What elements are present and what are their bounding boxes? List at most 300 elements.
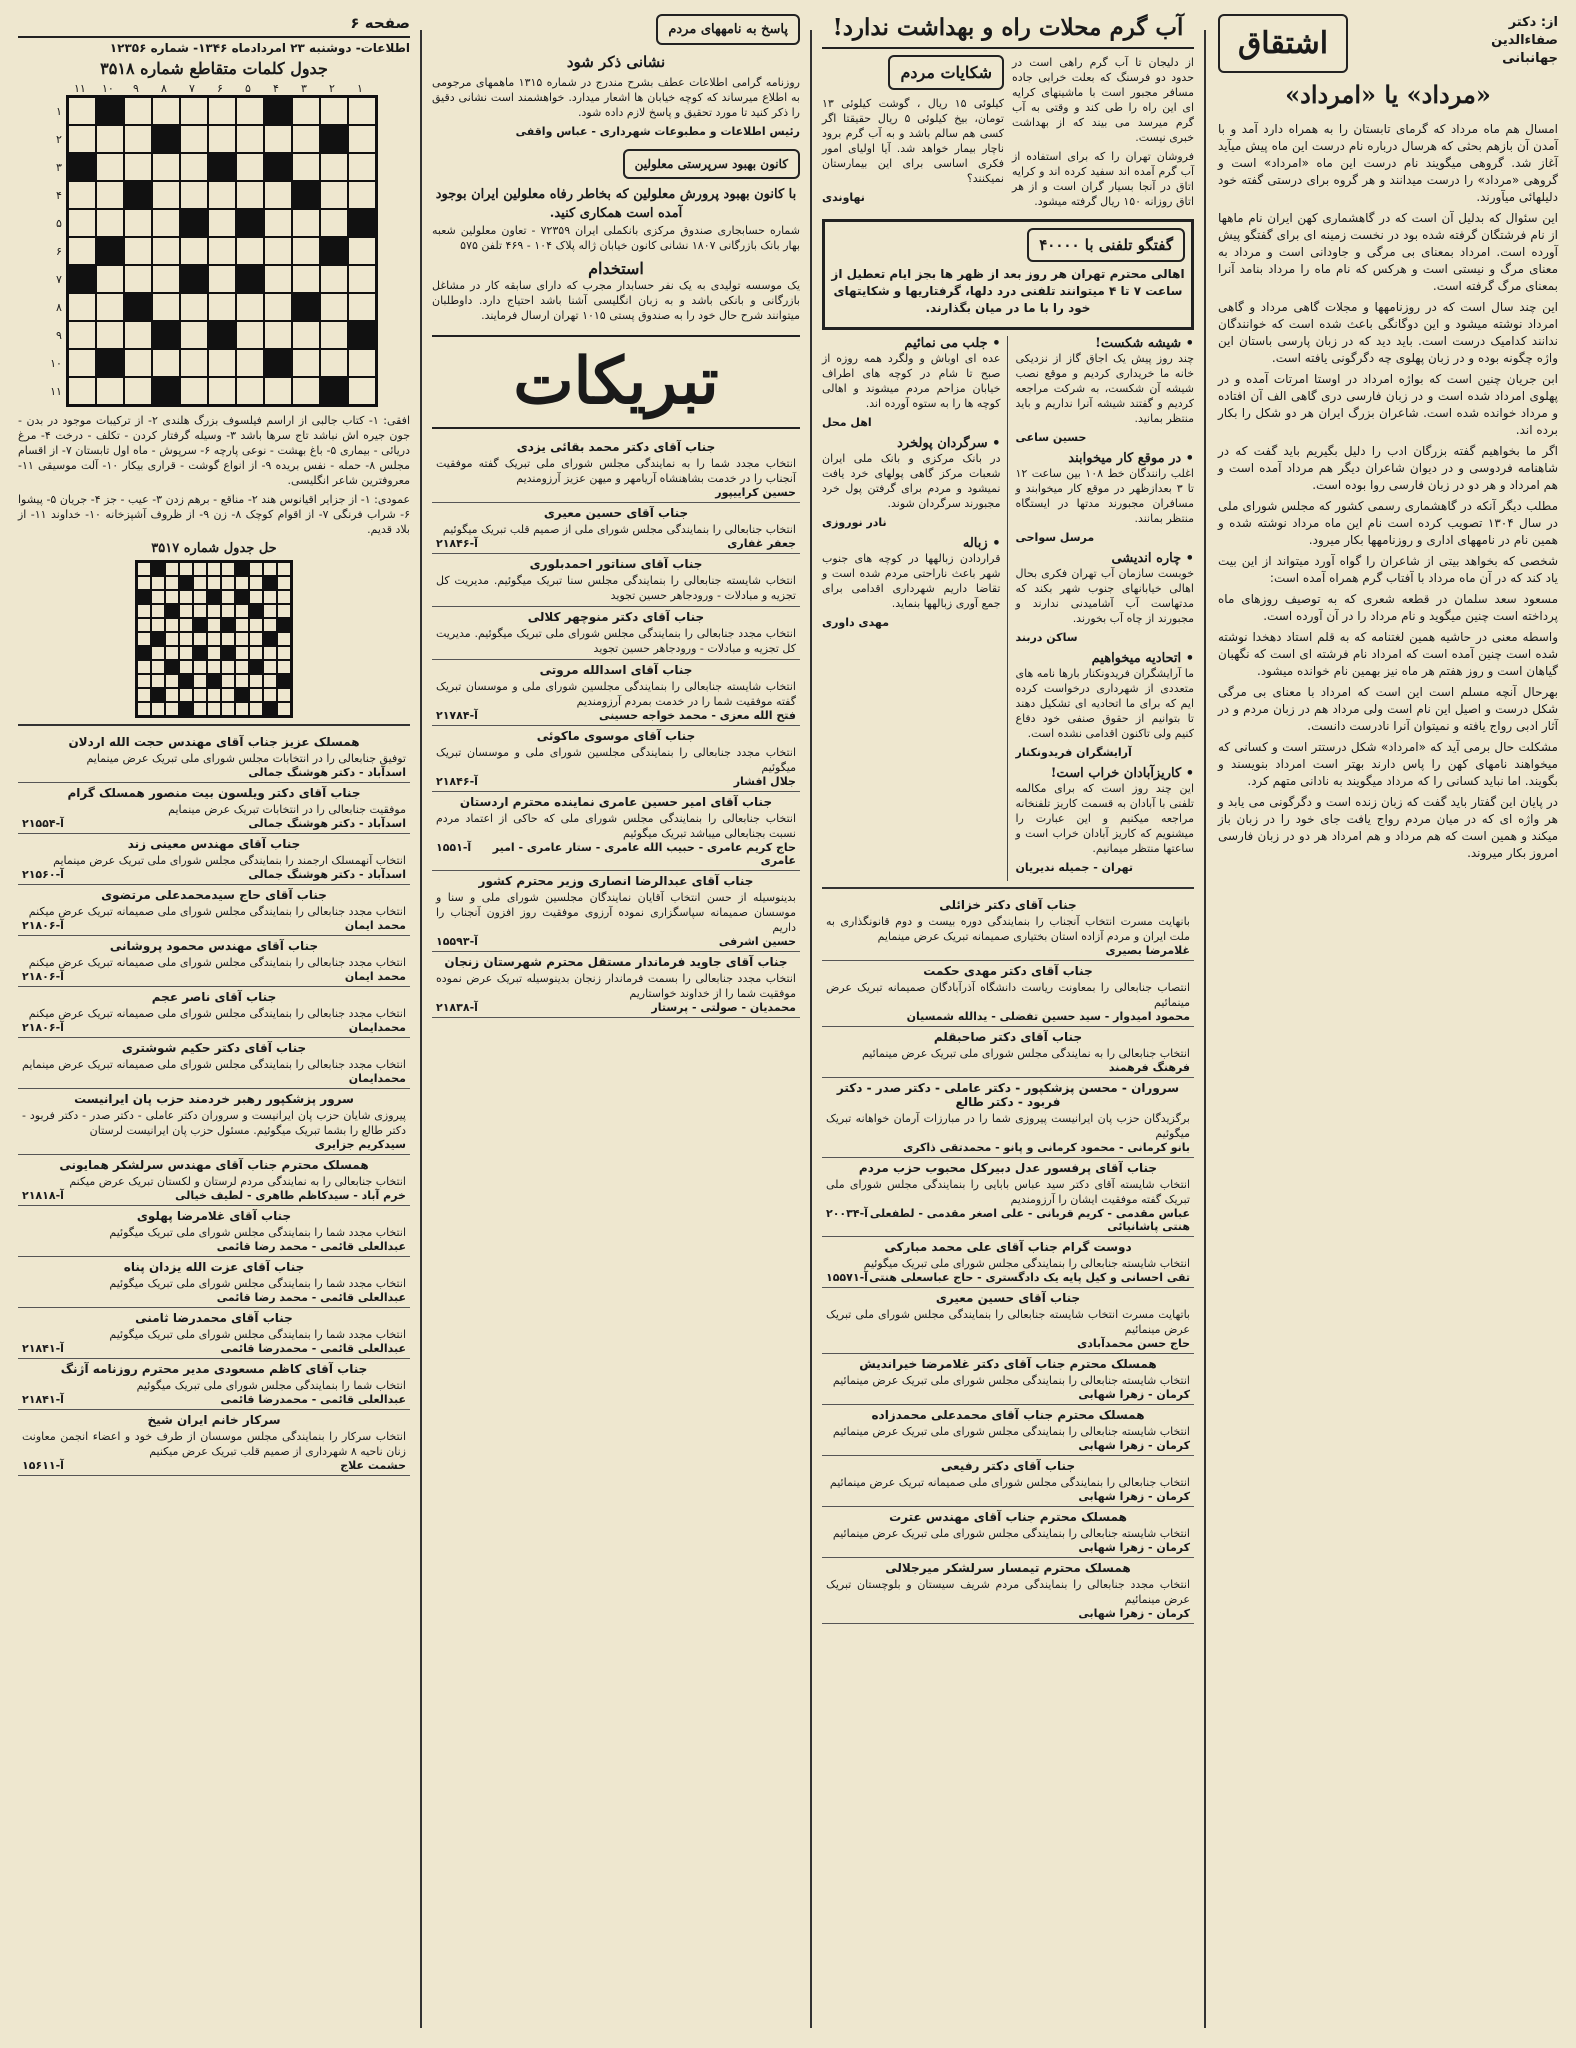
congrats-ad [18,1155,410,1206]
congrats-ad-signer: تقی احسانی و کیل پایه یک دادگستری - حاج عباسعلی هنتی [869,1271,1190,1284]
complaint-paragraph: از دلیجان تا آب گرم راهی است در حدود دو فرسنگ که بعلت خرابی جاده مسافر مجبور است با ماشینهای کرایه ای این راه را طی کند و وقتی به آب گرم میرسد می بیند که از بهداشت خبری نیست. [1012,56,1194,144]
congrats-ad-signer: عبدالعلی قائمی - محمد رضا قائمی [216,1240,406,1253]
crossword-cell[interactable] [292,377,320,405]
congrats-ad-signer: عبدالعلی قائمی - محمد رضا قائمی [216,1291,406,1304]
congrats-ad [18,1308,410,1359]
congrats-ad-footer [22,868,406,881]
solution-cell [207,646,221,660]
solution-cell [151,576,165,590]
solution-cell [249,660,263,674]
crossword-cell[interactable] [208,153,236,181]
solution-cell [165,576,179,590]
congrats-ad-text: انتخاب مجدد جنابعالی را بنمایندگی مردم شریف سیستان و بلوچستان تبریک عرض مینمائیم [826,1578,1190,1606]
kanoon-text: شماره حسابجاری صندوق مرکزی بانکملی ایران ۷۲۳۵۹ - تعاون معلولین شعبه بهار بانک بازرگانی ۱۸۰۷ نشانی کانون خیابان ژاله پلاک ۱۰۴ - ۴۶۹ تلفن ۵۷۵ [432,224,800,252]
solution-cell [235,604,249,618]
solution-cell [137,618,151,632]
congrats-ad [18,732,410,783]
crossword-cell[interactable] [124,237,152,265]
congrats-ad-heading: جناب آقای دکتر رفیعی [940,1459,1076,1473]
crossword-cell[interactable] [68,125,96,153]
crossword-cell[interactable] [68,293,96,321]
crossword-column-number: ۲ [328,82,335,95]
crossword-cell[interactable] [124,293,152,321]
solution-cell [151,674,165,688]
crossword-cell[interactable] [68,321,96,349]
complaint-item-title: • چاره اندیشی [1111,551,1194,566]
solution-cell [263,604,277,618]
solution-cell [193,702,207,716]
crossword-cell[interactable] [124,209,152,237]
crossword-cell[interactable] [152,209,180,237]
congrats-ad-heading: جناب آقای غلامرضا پهلوی [136,1209,292,1223]
congrats-ad-signer: اسدآباد - دکتر هوشنگ جمالی [248,868,406,881]
congrats-ad-signer: جعفر غفاری [727,537,796,550]
congrats-ad-footer [22,1291,406,1304]
solution-cell [165,562,179,576]
crossword-cell[interactable] [348,321,376,349]
crossword-cell[interactable] [68,349,96,377]
crossword-row-number: ۴ [56,188,62,202]
solution-cell [151,562,165,576]
crossword-cell[interactable] [208,97,236,125]
crossword-cell[interactable] [348,125,376,153]
complaint-item-signature: تهران - جمیله ندیریان [1015,861,1134,874]
solution-cell [137,688,151,702]
solution-cell [221,646,235,660]
solution-cell [235,702,249,716]
congrats-ad-footer [436,841,796,867]
crossword-cell[interactable] [348,349,376,377]
congrats-ad [18,936,410,987]
crossword-cell[interactable] [152,321,180,349]
congrats-ad-footer [436,709,796,722]
solution-cell [179,646,193,660]
congrats-ad-footer [826,1388,1190,1401]
crossword-cell[interactable] [68,153,96,181]
congrats-ad [822,1405,1194,1456]
solution-cell [179,660,193,674]
crossword-column-number: ۵ [244,82,251,95]
complaint-item-title: • جلب می نمائیم [904,336,1001,351]
congrats-ad-heading: جناب آقای کاظم مسعودی مدیر محترم روزنامه آژنگ [60,1362,368,1376]
congrats-ad-text: انتخاب شایسته جنابعالی را بنمایندگی مجلس شورای ملی تبریک عرض مینمائیم [832,1425,1190,1438]
solution-cell [179,604,193,618]
congrats-ad-text: انتخاب مجدد جنابعالی را بنمایندگی مجلس شورای ملی صمیمانه تبریک عرض میکنم [28,905,406,918]
crossword-cell[interactable] [320,377,348,405]
solution-cell [221,590,235,604]
solution-cell [221,618,235,632]
solution-cell [179,632,193,646]
crossword-cell[interactable] [180,265,208,293]
complaint-item-signature: اهل محل [822,416,872,429]
congrats-ad-signer: حاج کریم عامری - حبیب الله عامری - ستار عامری - امیر عامری [492,841,796,867]
crossword-cell[interactable] [236,153,264,181]
solution-cell [263,702,277,716]
complaint-item-signature: ساکن دربند [1015,631,1078,644]
crossword-cell[interactable] [208,237,236,265]
crossword-cell[interactable] [180,153,208,181]
solution-cell [277,688,291,702]
crossword-cell[interactable] [320,97,348,125]
crossword-cell[interactable] [236,349,264,377]
crossword-cell[interactable] [180,181,208,209]
crossword-cell[interactable] [124,265,152,293]
crossword-cell[interactable] [152,125,180,153]
solution-cell [249,646,263,660]
crossword-column-number: ۴ [272,82,279,95]
crossword-cell[interactable] [292,265,320,293]
crossword-cell[interactable] [96,293,124,321]
solution-cell [179,702,193,716]
complaint-item-title: • در موقع کار میخوابند [1068,451,1194,466]
congrats-ad-footer [826,1490,1190,1503]
congrats-ad-signer: محمود امیدوار - سید حسین تفضلی - یدالله شمسیان [906,1010,1190,1023]
crossword-column-number: ۶ [216,82,223,95]
complaint-item-text: این چند روز است که برای مکالمه تلفنی با آبادان به قسمت کاریز تلفنخانه مراجعه میکنیم و این عبارت را میشنویم که کاریز آبادان خراب است و ساعتها منتظر میمانیم. [1015,782,1194,855]
crossword-cell[interactable] [124,321,152,349]
crossword-cell[interactable] [96,377,124,405]
crossword-cell[interactable] [348,293,376,321]
crossword-cell[interactable] [208,125,236,153]
congrats-ad [822,1078,1194,1158]
solution-cell [249,604,263,618]
crossword-cell[interactable] [236,209,264,237]
crossword-cell[interactable] [292,181,320,209]
crossword-cell[interactable] [152,293,180,321]
crossword-cell[interactable] [180,97,208,125]
complaint-paragraph: فروشان تهران را که برای استفاده از آب گرم آمده اند سفید کرده اند و کرایه اتاق در آنجا بسیار گران است و از هر اتاق روزانه ۱۵۰ ریال گرفته میشود. [1012,150,1194,208]
congrats-list-mid [432,437,800,1018]
article-paragraph: شخصی که بخواهد بیتی از شاعران را گواه آورد میتواند از این بیت یاد کند که در آن ماه مرداد با آفتاب گرم همراه آمده است: [1218,554,1558,585]
crossword-cell[interactable] [348,153,376,181]
article-paragraph: در پایان این گفتار باید گفت که زبان زنده است و دگرگونی می یابد و هر واژه ای که در میان مردم رواج یافت جای خود را در زبان باز میکند و همین است که هم مرداد و هم امرداد هر دو در زبان فارسی امروز بکار میروند. [1218,795,1558,860]
solution-cell [193,590,207,604]
solution-cell [263,632,277,646]
hire-text: یک موسسه تولیدی به یک نفر حسابدار مجرب که دارای سابقه کار در مشاغل بازرگانی و بانکی باشد و به زبان انگلیسی آشنا باشد احتیاج دارد. داوطلبان میتوانند شرح حال خود را به صندوق پستی ۱۰۱۵ تهران ارسال فرمایند. [432,279,800,322]
solution-cell [249,576,263,590]
crossword-cell[interactable] [152,237,180,265]
crossword-cell[interactable] [320,237,348,265]
crossword-cell[interactable] [152,265,180,293]
crossword-cell[interactable] [180,321,208,349]
solution-cell [165,618,179,632]
article-paragraph: واسطه معنی در حاشیه همین لغتنامه که به قلم استاد دهخدا نوشته شده است چنین آمده است که امرداد نام فرشته ای است که نگهبان گیاهان است و روز هفتم هر ماه نیز بهمین نام خوانده میشود. [1218,630,1558,678]
crossword-cell[interactable] [320,181,348,209]
congrats-ad-signer: فتح الله معزی - محمد خواجه حسینی [598,709,796,722]
congrats-ad-heading: جناب آقای مهندس محمود پروشانی [109,939,319,953]
crossword-cell[interactable] [124,125,152,153]
congrats-ad-text: توفیق جنابعالی را در انتخابات مجلس شورای ملی تبریک عرض مینمایم [86,752,406,765]
crossword-cell[interactable] [180,237,208,265]
crossword-cell[interactable] [236,97,264,125]
crossword-cell[interactable] [208,209,236,237]
congrats-ad [18,1257,410,1308]
crossword-cell[interactable] [264,125,292,153]
solution-cell [221,576,235,590]
crossword-cell[interactable] [264,153,292,181]
congrats-ad-signer: بانو کرمانی - محمود کرمانی و پانو - محمدتقی ذاکری [903,1141,1190,1154]
crossword-cell[interactable] [348,237,376,265]
congrats-ad-footer [22,1138,406,1151]
solution-cell [193,646,207,660]
crossword-cell[interactable] [236,237,264,265]
solution-title: حل جدول شماره ۳۵۱۷ [151,541,277,556]
crossword-cell[interactable] [96,209,124,237]
crossword-clues-vertical: عمودی: ۱- از جزایر اقیانوس هند ۲- مناقع - برهم زدن ۳- عیب - جز ۴- جریان ۵- پیشوا ۶- شراب فرنگی ۷- از اقوام کوچک ۸- زن ۹- از ظروف آشپزخانه ۱۰- خداوند ۱۱- از بلاد قدیم. [18,493,411,536]
congrats-ad-signer: کرمان - زهرا شهابی [1078,1388,1190,1401]
congrats-ad-code: آ-۱۵۵۹۳ [436,935,478,948]
solution-cell [221,562,235,576]
congrats-ad [822,1288,1194,1354]
crossword-cell[interactable] [264,265,292,293]
crossword-cell[interactable] [152,181,180,209]
congrats-ad-text: انتخاب شایسته جنابعالی را بنمایندگی مجلس شورای ملی تبریک میگوئیم [863,1257,1190,1270]
congrats-ad-text: انتصاب جنابعالی را بمعاونت ریاست دانشگاه آذرآبادگان صمیمانه تبریک عرض مینمائیم [826,981,1190,1009]
congrats-ad-footer [826,1271,1190,1284]
crossword-cell[interactable] [96,181,124,209]
congrats-ad-signer: کرمان - زهرا شهابی [1078,1541,1190,1554]
crossword-cell[interactable] [292,153,320,181]
crossword-cell[interactable] [152,97,180,125]
complaint-item-text: قراردادن زبالهها در کوچه های جنوب شهر باعث ناراحتی مردم شده است و تقاضا داریم شهرداری اقدامی برای جمع آوری زبالهها بنماید. [822,552,1001,610]
solution-cell [193,632,207,646]
solution-cell [207,562,221,576]
congrats-ad [432,607,800,660]
congrats-ad-heading: جناب آقای جاوید فرماندار مستقل محترم شهرستان زنجان [444,955,788,969]
congrats-ad-text: انتخاب آنهمسلک ارجمند را بنمایندگی مجلس شورای ملی تبریک عرض مینمایم [53,854,406,867]
congrats-ad [822,1027,1194,1078]
congrats-ad-text: انتخاب مجدد شما را بنمایندگی مجلس شورای ملی تبریک میگوئیم [109,1226,406,1239]
crossword-column-number: ۸ [160,82,167,95]
crossword-cell[interactable] [236,265,264,293]
article-paragraph: اگر ما بخواهیم گفته بزرگان ادب را دلیل بگیریم باید گفت که در شاهنامه فردوسی و در دیوان شاعران دیگر هم مرداد آمده است و هم امرداد و هر دو در زبان فارسی روا بوده است. [1218,444,1558,492]
crossword-cell[interactable] [124,153,152,181]
congrats-ad-signer: جلال افشار [733,775,796,788]
crossword-cell[interactable] [124,377,152,405]
page-label: صفحه ۶ [350,14,410,32]
crossword-cell[interactable] [292,293,320,321]
solution-cell [151,604,165,618]
congrats-ad-footer [436,775,796,788]
congrats-ad-heading: جناب آقای دکتر محمد بقائی یزدی [516,440,716,454]
crossword-grid[interactable] [66,95,378,407]
solution-cell [277,590,291,604]
congrats-ad-signer: فرهنگ فرهمند [1108,1061,1190,1074]
crossword-cell[interactable] [264,293,292,321]
congrats-ad-heading: سرور پزشکپور رهبر خردمند حزب پان ایرانیست [74,1092,354,1106]
notice-text: روزنامه گرامی اطلاعات عطف بشرح مندرج در شماره ۱۳۱۵ ماهمهای مرجومی به اطلاع میرساند که کوچه خیابان ها اشعار میدارد. خواهشمند است نشانی دقیق را ذکر کنید تا مورد تحقیق و پاسخ لازم داده شود. [432,76,800,119]
crossword-cell[interactable] [96,265,124,293]
congrats-ad-signer: محمد ایمان [344,970,406,983]
crossword-cell[interactable] [348,181,376,209]
crossword-cell[interactable] [348,377,376,405]
congrats-ad-signer: محمدیان - صولتی - پرستار [651,1001,796,1014]
complaint-item [1016,766,1195,875]
congrats-ad-footer [22,919,406,932]
crossword-cell[interactable] [124,97,152,125]
crossword-cell[interactable] [68,209,96,237]
complaint-item-title: • زباله [962,536,1001,551]
crossword-cell[interactable] [292,125,320,153]
congrats-ad-code: آ-۲۱۵۶۰ [22,868,64,881]
solution-cell [165,688,179,702]
crossword-cell[interactable] [152,349,180,377]
congrats-ad-text: انتخاب جنابعالی را بنمایندگی مجلس شورای ملی صمیمانه تبریک عرض مینمائیم [829,1476,1190,1489]
crossword-cell[interactable] [320,125,348,153]
solution-cell [277,562,291,576]
congrats-ad-code: آ-۲۱۸۴۶ [436,775,478,788]
crossword-cell[interactable] [320,265,348,293]
crossword-cell[interactable] [208,377,236,405]
congrats-ad-heading: جناب آقای حسین معیری [543,506,689,520]
congrats-ad-text: انتخاب مجدد شما را بنمایندگی مجلس شورای ملی تبریک میگوئیم [109,1277,406,1290]
congrats-ad [18,1038,410,1089]
crossword-cell[interactable] [236,293,264,321]
crossword-cell[interactable] [348,97,376,125]
crossword-cell[interactable] [348,209,376,237]
article-paragraph: مشکلت حال برمی آید که «امرداد» شکل درستتر است و کسانی که میخواهند نامهای کهن را پاس دارند بهتر است امرداد بنویسند و بگویند. اما نباید کسانی را که مرداد میگویند به نادانی متهم کرد. [1218,740,1558,788]
crossword-cell[interactable] [124,349,152,377]
crossword-cell[interactable] [264,321,292,349]
crossword-cell[interactable] [68,265,96,293]
solution-cell [277,646,291,660]
congrats-ad-heading: جناب آقای حسین معیری [935,1291,1081,1305]
crossword-cell[interactable] [264,237,292,265]
congrats-ad [822,895,1194,961]
congrats-ad-heading: سرکار خانم ایران شیخ [147,1413,281,1427]
headline-abgarm: آب گرم محلات راه و بهداشت ندارد! [822,14,1194,49]
notice-signature: رئیس اطلاعات و مطبوعات شهرداری - عباس واقفی [515,125,800,138]
solution-cell [207,604,221,618]
congrats-ad-footer [22,1342,406,1355]
crossword-cell[interactable] [236,377,264,405]
crossword-cell[interactable] [208,293,236,321]
crossword-cell[interactable] [292,321,320,349]
article-title-mordad: «مرداد» یا «امرداد» [1285,80,1491,109]
crossword-cell[interactable] [152,153,180,181]
crossword-row-number: ۲ [56,132,62,146]
crossword-cell[interactable] [152,377,180,405]
crossword-cell[interactable] [96,321,124,349]
congrats-ad-heading: جناب آقای سناتور احمدبلوری [529,557,703,571]
solution-cell [263,576,277,590]
crossword-cell[interactable] [96,349,124,377]
complaint-list-left [822,336,1008,881]
crossword-cell[interactable] [96,237,124,265]
solution-cell [277,674,291,688]
congrats-ad-footer [826,1010,1190,1023]
crossword-cell[interactable] [292,349,320,377]
solution-cell [277,604,291,618]
article-paragraph: امسال هم ماه مرداد که گرمای تابستان را به همراه دارد آمد و با آمدن آن بازهم بحثی که هرسال درباره نام درست این ماه پیش میآید آغاز شد. گروهی میگویند نام درست این ماه «امرداد» است و گروهی «مرداد» را درست میدانند و هر گروه برای درستی گفته خود دلیلهائی میآورند. [1218,122,1558,204]
crossword-cell[interactable] [292,237,320,265]
congrats-ad-heading: جناب آقای موسوی ماکوئی [536,729,696,743]
crossword-cell[interactable] [320,153,348,181]
crossword-cell[interactable] [236,125,264,153]
crossword-cell[interactable] [264,209,292,237]
solution-cell [193,660,207,674]
crossword-cell[interactable] [236,321,264,349]
crossword-cell[interactable] [180,209,208,237]
crossword-cell[interactable] [96,125,124,153]
crossword-cell[interactable] [180,125,208,153]
article-paragraph: این سئوال که بدلیل آن است که در گاهشماری کهن ایران نام ماهها از نام فرشتگان گرفته شده بود در نخست زمینه ای برای گفتگو پیش آورده است. امرداد بمعنای بی مرگی و جاودانی است و مرداد به معنای مرگ و نیستی است و هرکس که نام ماه را مرداد بنامد آنرا بمعنای مرگ گرفته است. [1218,211,1558,293]
complaint-item-signature: مرسل سواحی [1015,531,1095,544]
congrats-ad-signer: غلامرضا بصیری [1105,944,1190,957]
congrats-ad [432,871,800,952]
crossword-cell[interactable] [264,377,292,405]
crossword-cell[interactable] [208,181,236,209]
crossword-cell[interactable] [208,265,236,293]
congrats-ad-footer [22,1240,406,1253]
congrats-ad-signer: حسین اشرفی [718,935,796,948]
crossword-column-number: ۱۰ [102,82,114,95]
crossword-cell[interactable] [68,181,96,209]
crossword-cell[interactable] [320,349,348,377]
crossword-cell[interactable] [96,153,124,181]
congrats-ad-text: انتخاب شما را بنمایندگی مجلس شورای ملی تبریک میگوئیم [136,1379,406,1392]
congrats-ad-code: آ-۲۱۸۱۸ [22,1189,64,1202]
crossword-cell[interactable] [348,265,376,293]
solution-cell [221,702,235,716]
crossword-row-number: ۱ [56,104,62,118]
solution-cell [263,646,277,660]
crossword-cell[interactable] [264,181,292,209]
crossword-cell[interactable] [292,97,320,125]
crossword-cell[interactable] [320,209,348,237]
crossword-cell[interactable] [292,209,320,237]
crossword-cell[interactable] [180,349,208,377]
crossword-cell[interactable] [96,97,124,125]
congrats-ad-heading: جناب آقای دکتر ویلسون بیت منصور همسلک گرام [67,786,361,800]
congrats-ad-signer: عباس مقدمی - کریم قربانی - علی اصغر مقدمی - لطفعلی هنتی پاشانیائی [869,1207,1190,1233]
congrats-ad [432,660,800,726]
congrats-ad-text: انتخاب مجدد جنابعالی را بنمایندگی مجلس شورای ملی صمیمانه تبریک عرض میکنم [28,1007,406,1020]
congrats-ad-code: آ-۲۱۸۰۶ [22,970,64,983]
solution-cell [263,660,277,674]
solution-cell [179,618,193,632]
congrats-ad-footer [22,1072,406,1085]
solution-cell [207,660,221,674]
congrats-ad [822,1354,1194,1405]
congrats-ad-heading: جناب آقای دکتر خزائلی [939,898,1077,912]
complaint-list-right [1016,336,1195,881]
solution-cell [151,702,165,716]
solution-cell [207,618,221,632]
crossword-cell[interactable] [264,349,292,377]
solution-cell [277,618,291,632]
crossword-row-number: ۷ [56,272,62,286]
crossword-cell[interactable] [68,237,96,265]
crossword-cell[interactable] [208,349,236,377]
crossword-cell[interactable] [264,97,292,125]
crossword-cell[interactable] [320,293,348,321]
crossword-cell[interactable] [124,181,152,209]
solution-cell [137,590,151,604]
crossword-cell[interactable] [180,377,208,405]
crossword-cell[interactable] [320,321,348,349]
congrats-ad-code: آ-۱۵۶۱۱ [22,1459,64,1472]
crossword-cell[interactable] [68,377,96,405]
solution-cell [221,604,235,618]
crossword-cell[interactable] [68,97,96,125]
congrats-ad [822,1158,1194,1237]
crossword-cell[interactable] [180,293,208,321]
complaint-item-text: عده ای اوباش و ولگرد همه روزه از صبح تا شام در کوچه های اطراف خیابان مزاحم مردم میشوند و اهالی کوچه ها را به ستوه آورده اند. [822,352,1001,410]
crossword-cell[interactable] [208,321,236,349]
crossword-cell[interactable] [236,181,264,209]
crossword-row-number: ۸ [56,300,62,314]
